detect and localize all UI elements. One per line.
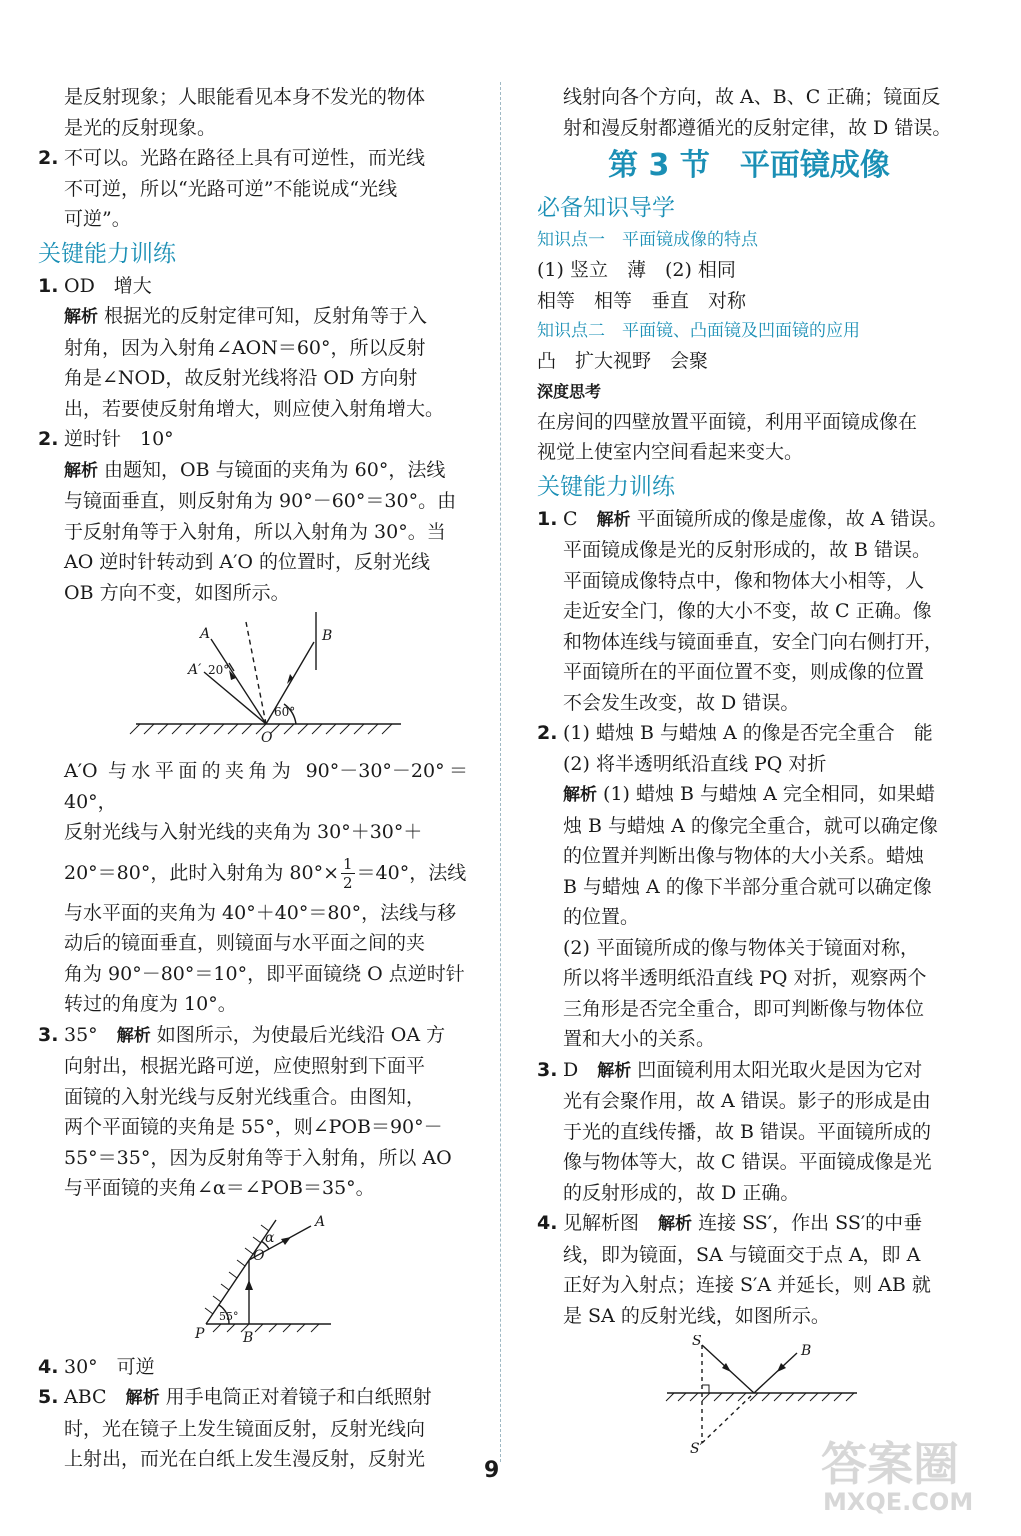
item-number: 3.: [38, 1023, 59, 1046]
page-number: 9: [484, 1458, 500, 1483]
incident-ray-a: [211, 639, 266, 724]
text-line: 上射出，而光在白纸上发生漫反射，反射光: [64, 1448, 426, 1470]
text-line: 平面镜成像是光的反射形成的，故 B 错误。: [563, 539, 932, 561]
text-line: 射角，因为入射角∠AON＝60°，所以反射: [64, 336, 426, 359]
answer-text: 35°: [64, 1023, 98, 1046]
label-o: O: [253, 1247, 265, 1264]
text-line: 平面镜所在的平面位置不变，则成像的位置: [563, 661, 925, 683]
mirror-hatching: [666, 1393, 854, 1401]
analysis-label: 解析: [116, 1025, 151, 1046]
text-line: OB 方向不变，如图所示。: [64, 581, 290, 604]
arrow-head: [281, 1237, 291, 1245]
text-line: 角是∠NOD，故反射光线将沿 OD 方向射: [64, 367, 418, 389]
answer-text: 见解析图: [563, 1212, 640, 1234]
intro-block: [38, 82, 468, 143]
text-line: 可逆”。: [64, 208, 131, 230]
text-line: 动后的镜面垂直，则镜面与水平面之间的夹: [64, 932, 426, 954]
label-a-prime: A′: [188, 662, 202, 678]
text-line: 三角形是否完全重合，即可判断像与物体位: [563, 997, 925, 1020]
label-b: B: [322, 628, 333, 644]
label-s-prime: S′: [690, 1441, 703, 1455]
label-o: O: [261, 730, 273, 746]
text-line: 是 SA 的反射光线，如图所示。: [563, 1304, 830, 1327]
text-line: 与镜面垂直，则反射角为 90°－60°＝30°。由: [64, 490, 457, 512]
item-number: 4.: [537, 1212, 558, 1234]
text-line: 在房间的四壁放置平面镜，利用平面镜成像在: [537, 410, 918, 433]
text-line: 光有会聚作用，故 A 错误。影子的形成是由: [563, 1090, 931, 1112]
text-line: 所以将半透明纸沿直线 PQ 对折，观察两个: [563, 967, 927, 989]
answer-text: 逆时针 10°: [64, 428, 174, 450]
label-alpha: α: [265, 1229, 275, 1246]
analysis-label: 解析: [563, 785, 597, 805]
answer-text: D: [563, 1058, 579, 1081]
item-number: 5.: [38, 1386, 59, 1408]
answer-item-3: [38, 1020, 468, 1348]
text-line: 相等 相等 垂直 对称: [537, 289, 747, 312]
answer-text: 30° 可逆: [64, 1355, 155, 1378]
text-line: 连接 SS′，作出 SS′的中垂: [692, 1212, 923, 1234]
answer-item-5: [38, 1382, 468, 1475]
denominator: 2: [343, 874, 353, 892]
two-mirror-diagram: [191, 1208, 341, 1348]
item-number: 2.: [38, 147, 59, 169]
text-line: 正好为入射点；连接 S′A 并延长，则 AB 就: [563, 1274, 931, 1296]
text-line: B 与蜡烛 A 的像下半部分重合就可以确定像: [563, 875, 932, 898]
text-line: 与水平面的夹角为 40°＋40°＝80°，法线与移: [64, 901, 457, 924]
text-line: 用手电筒正对着镜子和白纸照射: [159, 1386, 432, 1408]
watermark-text: 答案圈: [821, 1437, 959, 1491]
text-span: ＝40°，法线: [356, 861, 467, 884]
left-column: [38, 82, 468, 1475]
knowledge-point-1: 知识点一 平面镜成像的特点: [537, 230, 758, 250]
text-line: 时，光在镜子上发生镜面反射，反射光线向: [64, 1417, 426, 1440]
reflected-ray-ab: [754, 1353, 797, 1393]
text-line: 不会发生改变，故 D 错误。: [563, 691, 800, 714]
text-line: 射和漫反射都遵循光的反射定律，故 D 错误。: [563, 116, 952, 139]
right-item-3: [537, 1055, 961, 1209]
analysis-label: 解析: [597, 1060, 632, 1081]
text-line: 和物体连线与镜面垂直，安全门向右侧打开，: [563, 630, 944, 653]
analysis-label: 解析: [596, 509, 631, 530]
text-line: 根据光的反射定律可知，反射角等于入: [98, 305, 428, 327]
text-line: 凸 扩大视野 会聚: [537, 350, 709, 372]
item-number: 1.: [537, 507, 558, 530]
right-column: [537, 82, 961, 1459]
text-line: 视觉上使室内空间看起来变大。: [537, 441, 804, 463]
analysis-label: 解析: [658, 1214, 693, 1234]
s-prime-a-line: [702, 1393, 754, 1443]
text-line: 是光的反射现象。: [64, 116, 217, 139]
text-line: 转过的角度为 10°。: [64, 993, 237, 1015]
item-number: 3.: [537, 1058, 558, 1081]
section-heading: 关键能力训练: [537, 473, 675, 500]
answer-text: ABC: [64, 1386, 107, 1408]
reflection-diagram-1: [116, 612, 416, 752]
text-line: 烛 B 与蜡烛 A 的像完全重合，就可以确定像: [563, 814, 938, 837]
text-line: 的位置并判断出像与物体的大小关系。蜡烛: [563, 845, 925, 867]
answer-item-4: [38, 1352, 468, 1383]
right-item-4: [537, 1208, 961, 1455]
text-line: (2) 将半透明纸沿直线 PQ 对折: [563, 752, 827, 775]
text-line: (1) 蜡烛 B 与蜡烛 A 完全相同，如果蜡: [597, 783, 935, 805]
watermark-logo: [801, 1428, 1001, 1518]
answer-text: OD 增大: [64, 274, 152, 297]
text-line-fraction: [64, 848, 468, 898]
analysis-label: 解析: [125, 1388, 160, 1408]
column-separator: [500, 82, 501, 1462]
text-line: A′O 与水平面的夹角为 90°－30°－20°＝40°，: [64, 760, 468, 813]
subsection-heading: 必备知识导学: [537, 195, 675, 221]
text-line: (1) 竖立 薄 (2) 相同: [537, 259, 736, 281]
label-a: A: [200, 626, 211, 642]
text-line: 由题知，OB 与镜面的夹角为 60°，法线: [98, 458, 446, 481]
label-angle-20: 20°: [208, 663, 230, 677]
text-line: 向射出，根据光路可逆，应使照射到下面平: [64, 1055, 426, 1077]
analysis-label: 解析: [64, 307, 98, 327]
item-number: 2.: [38, 428, 59, 450]
watermark-url: MXQE.COM: [823, 1488, 974, 1516]
text-line: 面镜的入射光线与反射光线重合。由图知，: [64, 1085, 426, 1108]
answer-item-1: [38, 271, 468, 425]
text-line: 两个平面镜的夹角是 55°，则∠POB＝90°－: [64, 1116, 443, 1138]
label-p: P: [195, 1325, 205, 1342]
text-line: 平面镜所成的像是虚像，故 A 错误。: [630, 507, 948, 530]
label-s: S: [692, 1335, 702, 1349]
text-line: 线射向各个方向，故 A、B、C 正确；镜面反: [563, 86, 941, 108]
item-number: 4.: [38, 1355, 59, 1378]
text-line: 凹面镜利用太阳光取火是因为它对: [631, 1058, 923, 1081]
text-line: 置和大小的关系。: [563, 1028, 716, 1050]
numerator: 1: [343, 855, 353, 873]
arrow-head: [245, 1280, 253, 1290]
label-angle-55: 55°: [219, 1309, 239, 1323]
text-span: 20°＝80°，此时入射角为 80°×: [64, 861, 339, 884]
text-line: 是反射现象；人眼能看见本身不发光的物体: [64, 86, 426, 108]
text-line: 于反射角等于入射角，所以入射角为 30°。当: [64, 520, 446, 543]
right-item-1: [537, 504, 961, 719]
label-a: A: [315, 1213, 326, 1230]
continued-block: [537, 82, 961, 143]
text-line: 反射光线与入射光线的夹角为 30°＋30°＋: [64, 821, 423, 843]
text-line: 不可逆，所以“光路可逆”不能说成“光线: [64, 177, 398, 200]
text-line: 走近安全门，像的大小不变，故 C 正确。像: [563, 600, 932, 622]
deep-thinking-heading: 深度思考: [537, 381, 602, 401]
section-heading: 关键能力训练: [38, 240, 176, 267]
text-line: 55°＝35°，因为反射角等于入射角，所以 AO: [64, 1146, 452, 1169]
text-line: 线，即为镜面，SA 与镜面交于点 A，即 A: [563, 1243, 921, 1266]
text-line: (2) 平面镜所成的像与物体关于镜面对称，: [563, 936, 919, 959]
section-title: 第 3 节 平面镜成像: [608, 148, 890, 183]
fraction: [341, 855, 355, 892]
text-line: 的位置。: [563, 906, 640, 928]
text-line: AO 逆时针转动到 A′O 的位置时，反射光线: [64, 551, 431, 573]
text-line: 像与物体等大，故 C 错误。平面镜成像是光: [563, 1151, 932, 1173]
text-line: 不可以。光路在路径上具有可逆性，而光线: [64, 147, 426, 169]
answer-item-2b: [38, 424, 468, 1020]
item-number: 2.: [537, 722, 558, 744]
text-line: 平面镜成像特点中，像和物体大小相等，人: [563, 569, 925, 592]
label-b: B: [801, 1343, 812, 1359]
text-line: 出，若要使反射角增大，则应使入射角增大。: [64, 397, 445, 420]
text-line: 角为 90°－80°＝10°，即平面镜绕 O 点逆时针: [64, 962, 465, 985]
text-line: 于光的直线传播，故 B 错误。平面镜所成的: [563, 1120, 932, 1143]
answer-item-2: [38, 143, 468, 235]
text-line: (1) 蜡烛 B 与蜡烛 A 的像是否完全重合 能: [563, 722, 933, 744]
knowledge-point-2: 知识点二 平面镜、凸面镜及凹面镜的应用: [537, 321, 860, 341]
text-line: 的反射形成的，故 D 正确。: [563, 1181, 800, 1204]
answer-text: C: [563, 507, 578, 530]
label-angle-60: 60°: [274, 705, 296, 719]
right-item-2: [537, 718, 961, 1055]
item-number: 1.: [38, 274, 59, 297]
label-b: B: [243, 1329, 254, 1346]
right-angle-mark: [702, 1385, 709, 1393]
text-line: 如图所示，为使最后光线沿 OA 方: [150, 1023, 446, 1046]
text-line: 与平面镜的夹角∠α＝∠POB＝35°。: [64, 1177, 375, 1199]
analysis-label: 解析: [64, 460, 98, 481]
